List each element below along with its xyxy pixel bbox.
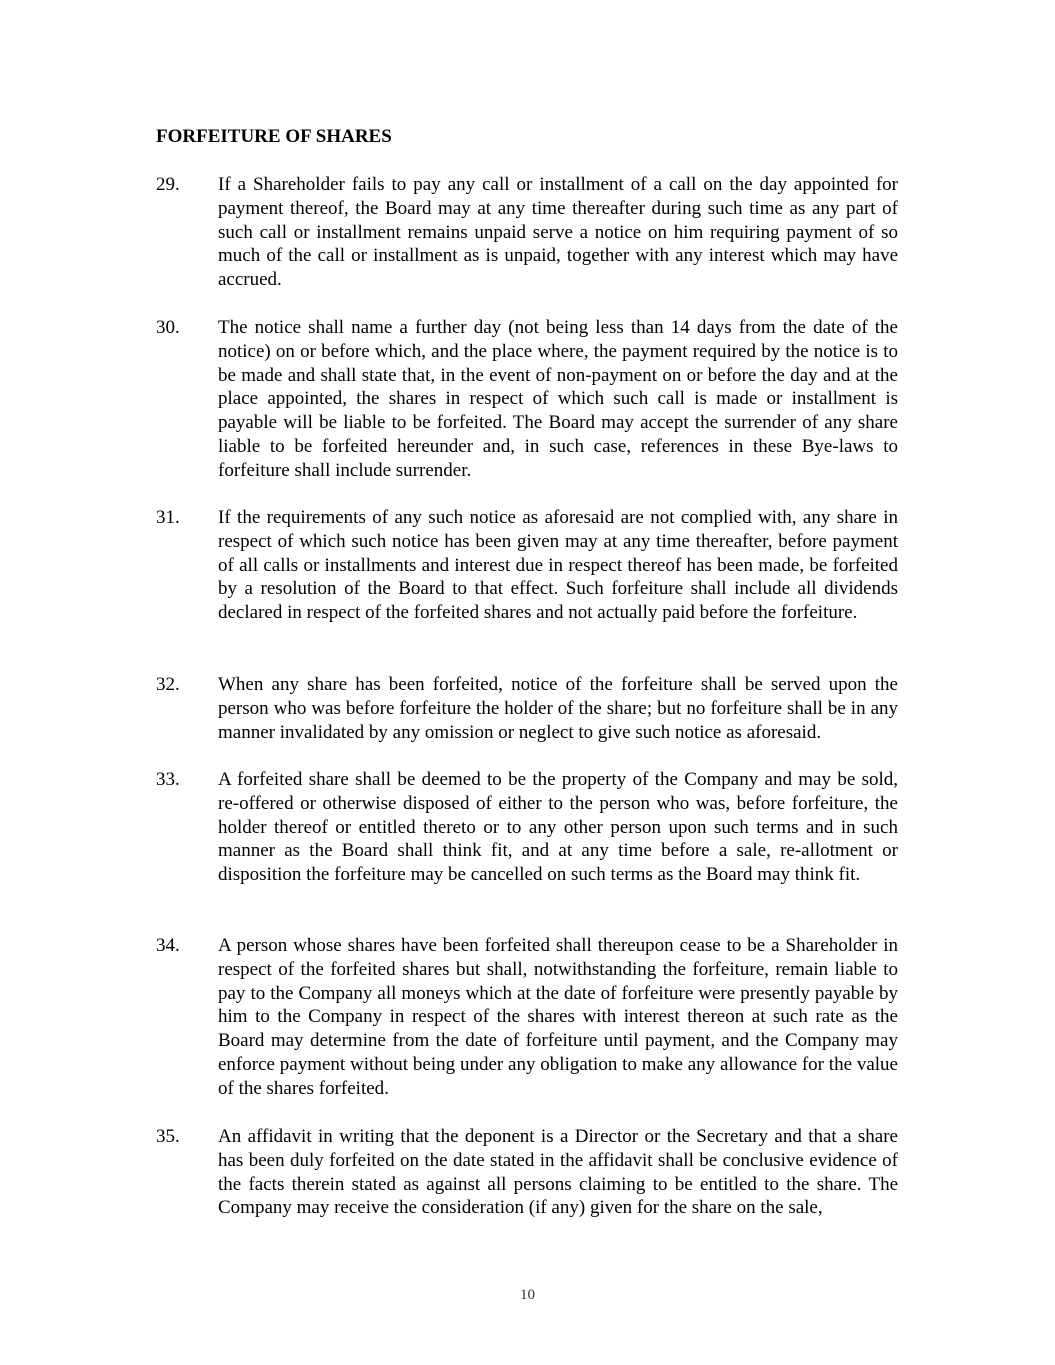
clause-text: If a Shareholder fails to pay any call or installment of a call on the day appointed for payment thereof, the Board may at any time thereafter during such time as any part of such call or installment remains unpaid serve a notice on him requiring payment of so much of the call or installment as is unpaid, together with any interest which may have accrued. [218,174,898,291]
clause-32 [156,673,898,744]
clause-text: A person whose shares have been forfeited shall thereupon cease to be a Shareholder in respect of the forfeited shares but shall, notwithstanding the forfeiture, remain liable to pay to the Company all moneys which at the date of forfeiture were presently payable by him to the Company in respect of the shares with interest thereon at such rate as the Board may determine from the date of forfeiture until payment, and the Company may enforce payment without being under any obligation to make any allowance for the value of the shares forfeited. [218,935,898,1099]
section-heading: FORFEITURE OF SHARES [156,126,392,147]
clause-35 [156,1125,898,1220]
clause-number: 34. [156,935,180,956]
clause-29 [156,173,898,292]
clause-31 [156,506,898,625]
clause-number: 33. [156,769,180,790]
clause-text: If the requirements of any such notice as aforesaid are not complied with, any share in respect of which such notice has been given may at any time thereafter, before payment of all calls or installments and interest due in respect thereof has been made, be forfeited by a resolution of the Board to that effect. Such forfeiture shall include all dividends declared in respect of the forfeited shares and not actually paid before the forfeiture. [218,507,898,624]
clause-text: An affidavit in writing that the deponent is a Director or the Secretary and that a share has been duly forfeited on the date stated in the affidavit shall be conclusive evidence of the facts therein stated as against all persons claiming to be entitled to the share. The Company may receive the consideration (if any) given for the share on the sale, [218,1126,898,1219]
clause-text: A forfeited share shall be deemed to be the property of the Company and may be sold, re-offered or otherwise disposed of either to the person who was, before forfeiture, the holder thereof or entitled thereto or to any other person upon such terms and in such manner as the Board shall think fit, and at any time before a sale, re-allotment or disposition the forfeiture may be cancelled on such terms as the Board may think fit. [218,769,898,886]
clause-number: 35. [156,1126,180,1147]
clause-number: 29. [156,174,180,195]
clause-number: 32. [156,674,180,695]
clause-30 [156,316,898,483]
clause-text: The notice shall name a further day (not being less than 14 days from the date of the notice) on or before which, and the place where, the payment required by the notice is to be made and shall state that, in the event of non-payment on or before the day and at the place appointed, the shares in respect of which such call is made or installment is payable will be liable to be forfeited. The Board may accept the surrender of any share liable to be forfeited hereunder and, in such case, references in these Bye-laws to forfeiture shall include surrender. [218,317,898,481]
clause-text: When any share has been forfeited, notice of the forfeiture shall be served upon the person who was before forfeiture the holder of the share; but no forfeiture shall be in any manner invalidated by any omission or neglect to give such notice as aforesaid. [218,674,898,743]
page-number: 10 [520,1287,535,1303]
clause-34 [156,934,898,1101]
clause-33 [156,768,898,887]
clause-number: 30. [156,317,180,338]
clause-number: 31. [156,507,180,528]
